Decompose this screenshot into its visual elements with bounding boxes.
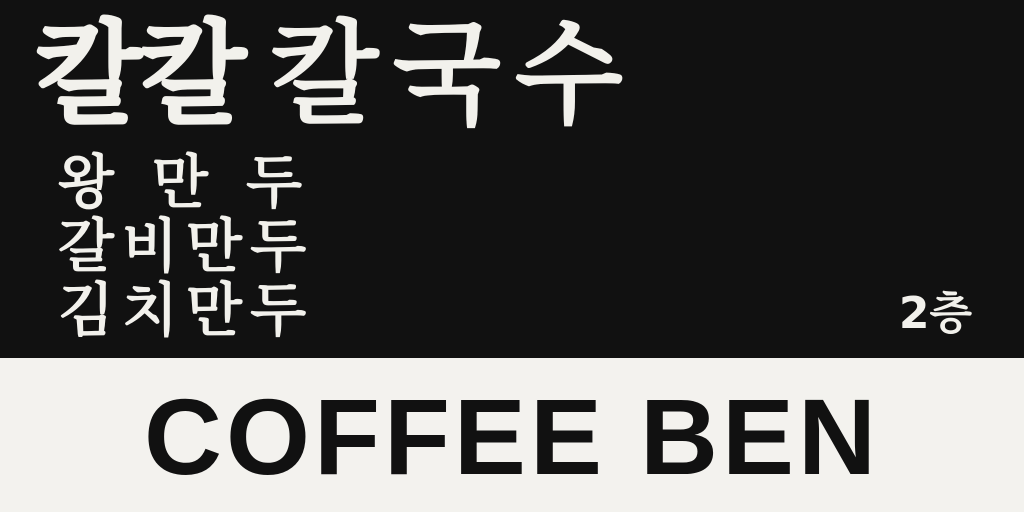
sign-title: [36, 10, 637, 140]
brand-name: COFFEE BEN: [143, 376, 881, 497]
menu-item-wang-mandu: 왕만두: [58, 148, 341, 216]
menu-list: [58, 150, 340, 342]
title-word-kalkal: 칼칼: [36, 10, 245, 140]
floor-label: 2층: [898, 288, 972, 339]
menu-item-kimchi-mandu: 김치만두: [58, 276, 315, 344]
menu-item-galbi-mandu: 갈비만두: [58, 212, 315, 280]
title-word-kalguksu: 칼국수: [270, 10, 637, 140]
brand-banner: [0, 358, 1024, 512]
